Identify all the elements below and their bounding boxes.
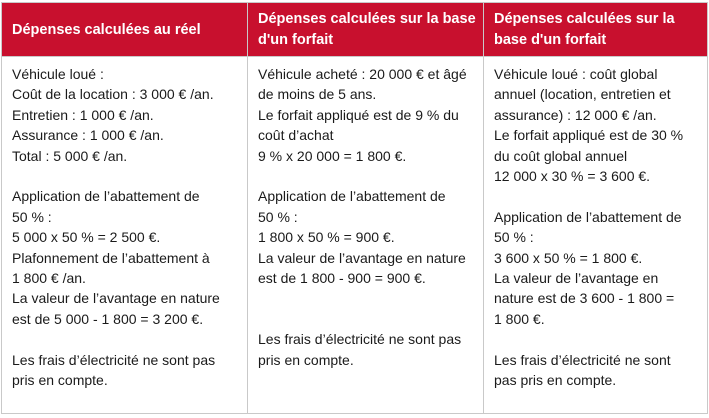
text-line: Les frais d’électricité ne sont pas [258,331,462,348]
text-line: 9 % x 20 000 = 1 800 €. [258,147,407,164]
text-line: 50 % : [12,208,52,225]
text-line: Coût de la location : 3 000 € /an. [12,86,214,103]
text-line: Application de l’abattement de [258,188,446,205]
text-line: 12 000 x 30 % = 3 600 €. [494,168,651,185]
text-line: nature est de 3 600 - 1 800 = [494,290,675,307]
text-line: Les frais d’électricité ne sont pas [12,351,216,368]
text-line [494,329,699,349]
text-line [258,309,475,329]
text-line: Application de l’abattement de [12,188,200,205]
text-line: pas pris en compte. [494,372,617,389]
text-line: Véhicule acheté : 20 000 € et âgé [258,66,467,82]
text-line: La valeur de l’avantage en nature [258,249,466,266]
text-line: Le forfait appliqué est de 9 % du [258,106,459,123]
text-line [494,186,699,206]
header-row [2,3,708,57]
column-real-expenses [2,57,248,414]
text-line: est de 1 800 - 900 = 900 €. [258,270,426,287]
text-line: La valeur de l’avantage en [494,270,659,287]
text-line: Total : 5 000 € /an. [12,147,128,164]
text-line: de moins de 5 ans. [258,86,377,103]
comparison-table [1,2,708,414]
text-line: 5 000 x 50 % = 2 500 €. [12,229,161,246]
header-flat-rate-expenses-leased [484,3,708,57]
text-line: Application de l’abattement de [494,208,682,225]
column-flat-rate-purchased [248,57,484,414]
text-line: 50 % : [494,229,534,246]
text-line: Les frais d’électricité ne sont [494,351,671,368]
text-line: La valeur de l’avantage en nature [12,290,220,307]
header-line: Dépenses calculées sur la [494,11,675,28]
text-line: Le forfait appliqué est de 30 % [494,127,684,144]
text-line: 1 800 x 50 % = 900 €. [258,229,395,246]
content-row [2,57,708,414]
text-line: est de 5 000 - 1 800 = 3 200 €. [12,310,204,327]
text-line [12,329,239,349]
text-line [12,166,239,186]
text-line: Véhicule loué : coût global [494,66,658,82]
text-line: 3 600 x 50 % = 1 800 €. [494,249,643,266]
text-line: 1 800 €. [494,310,545,327]
header-real-expenses: Dépenses calculées au réel [2,3,248,57]
text-line [258,166,475,186]
text-line: annuel (location, entretien et [494,86,671,103]
text-line: pris en compte. [12,372,108,389]
text-line: 50 % : [258,208,298,225]
text-line: pris en compte. [258,351,354,368]
header-line: base d'un forfait [494,31,607,48]
text-line: assurance) : 12 000 € /an. [494,106,657,123]
text-line: coût d’achat [258,127,334,144]
text-line: Véhicule loué : [12,66,104,82]
text-line: Entretien : 1 000 € /an. [12,106,154,123]
text-line [258,288,475,308]
header-line: d'un forfait [258,31,334,48]
text-line: 1 800 € /an. [12,270,86,287]
header-flat-rate-expenses [248,3,484,57]
text-line: Plafonnement de l’abattement à [12,249,210,266]
column-flat-rate-leased [484,57,708,414]
text-line: du coût global annuel [494,147,628,164]
text-line: Assurance : 1 000 € /an. [12,127,164,144]
header-line: Dépenses calculées sur la base [258,11,476,28]
